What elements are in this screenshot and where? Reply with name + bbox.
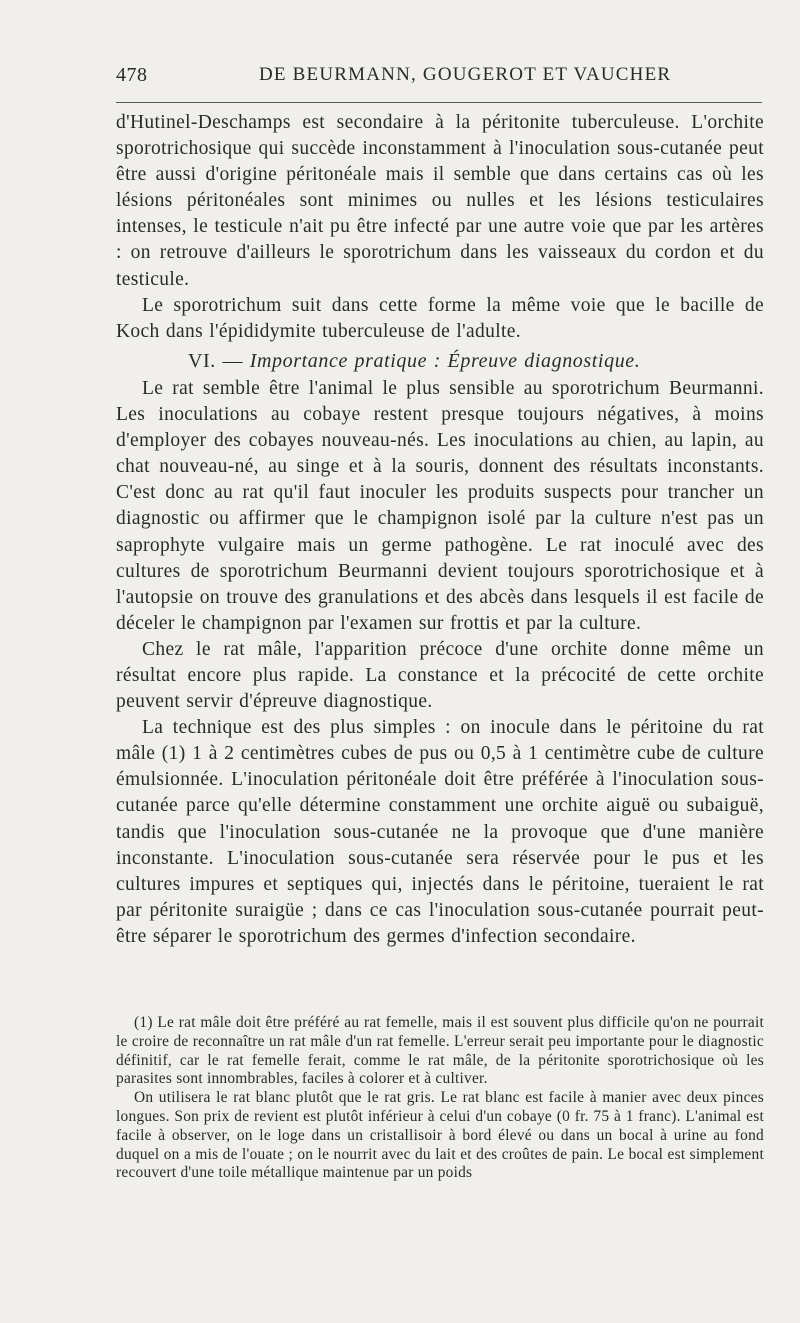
section-heading: [116, 348, 764, 374]
running-title: DE BEURMANN, GOUGEROT ET VAUCHER: [259, 64, 672, 85]
main-text: [116, 110, 764, 950]
paragraph-3: Le rat semble être l'animal le plus sensible au sporotrichum Beurmanni. Les inoculations au cobaye restent presque toujours négatives, à moins d'employer des cobayes nouveau-nés. Les inoculations au chien, au lapin, au chat nouveau-né, au singe et à la souris, donnent des résultats inconstants. C'est donc au rat qu'il faut inoculer les produits suspects pour trancher un diagnostic ou affirmer que le champignon isolé par la culture n'est pas un saprophyte vulgaire mais un germe pathogène. Le rat inoculé avec des cultures de sporotrichum Beurmanni devient toujours sporotrichosique et à l'autopsie on trouve des granulations et des abcès dans lesquels il est facile de déceler le champignon par l'examen sur frottis et par la culture.: [116, 377, 764, 634]
paragraph-2: Le sporotrichum suit dans cette forme la même voie que le bacille de Koch dans l'épididymite tuberculeuse de l'adulte.: [116, 294, 764, 342]
paragraph-5: La technique est des plus simples : on inocule dans le péritoine du rat mâle (1) 1 à 2 centimètres cubes de pus ou 0,5 à 1 centimètre cube de culture émulsionnée. L'inoculation péritonéale doit être préférée à l'inoculation sous-cutanée parce qu'elle détermine constamment une orchite aiguë ou subaiguë, tandis que l'inoculation sous-cutanée ne la provoque que d'une manière inconstante. L'inoculation sous-cutanée sera réservée pour le pus et les cultures impures et septiques qui, injectés dans le péritoine, tueraient le rat par péritonite suraigüe ; dans ce cas l'inoculation sous-cutanée pourrait peut-être séparer le sporotrichum des germes d'infection secondaire.: [116, 717, 764, 947]
footnote-1: (1) Le rat mâle doit être préféré au rat femelle, mais il est souvent plus difficile qu'on ne pourrait le croire de reconnaître un rat mâle d'un rat femelle. L'erreur serait peu importante pour le diagnostic définitif, car le rat femelle ferait, comme le rat mâle, de la péritonite sporotrichosique où les parasites sont innombrables, faciles à colorer et à cultiver.: [116, 1014, 764, 1088]
header-rule: [116, 102, 762, 103]
paragraph-4: Chez le rat mâle, l'apparition précoce d'une orchite donne même un résultat encore plus rapide. La constance et la précocité de cette orchite peuvent servir d'épreuve diagnostique.: [116, 638, 764, 713]
footnotes: [116, 1014, 764, 1183]
paragraph-1: d'Hutinel-Deschamps est secondaire à la péritonite tuberculeuse. L'orchite sporotrichosique qui succède inconstamment à l'inoculation sous-cutanée peut être aussi d'origine péritonéale mais il semble que dans certains cas où les lésions péritonéales sont minimes ou nulles et les lésions testiculaires intenses, le testicule n'ait pu être infecté par une autre voie que par les artères : on retrouve d'ailleurs le sporotrichum dans les vaisseaux du cordon et du testicule.: [116, 112, 764, 290]
page-number: 478: [116, 64, 148, 86]
section-number: VI. —: [188, 349, 244, 372]
footnote-2: On utilisera le rat blanc plutôt que le rat gris. Le rat blanc est facile à manier avec deux pinces longues. Son prix de revient est plutôt inférieur à celui d'un cobaye (0 fr. 75 à 1 franc). L'animal est facile à observer, on le loge dans un cristallisoir à bord élevé ou dans un bocal à urine au fond duquel on a mis de l'ouate ; on le nourrit avec du lait et des croûtes de pain. Le bocal est simplement recouvert d'une toile métallique maintenue par un poids: [116, 1089, 764, 1182]
page-header: [116, 62, 762, 92]
section-title: Importance pratique : Épreuve diagnostique.: [249, 349, 641, 372]
